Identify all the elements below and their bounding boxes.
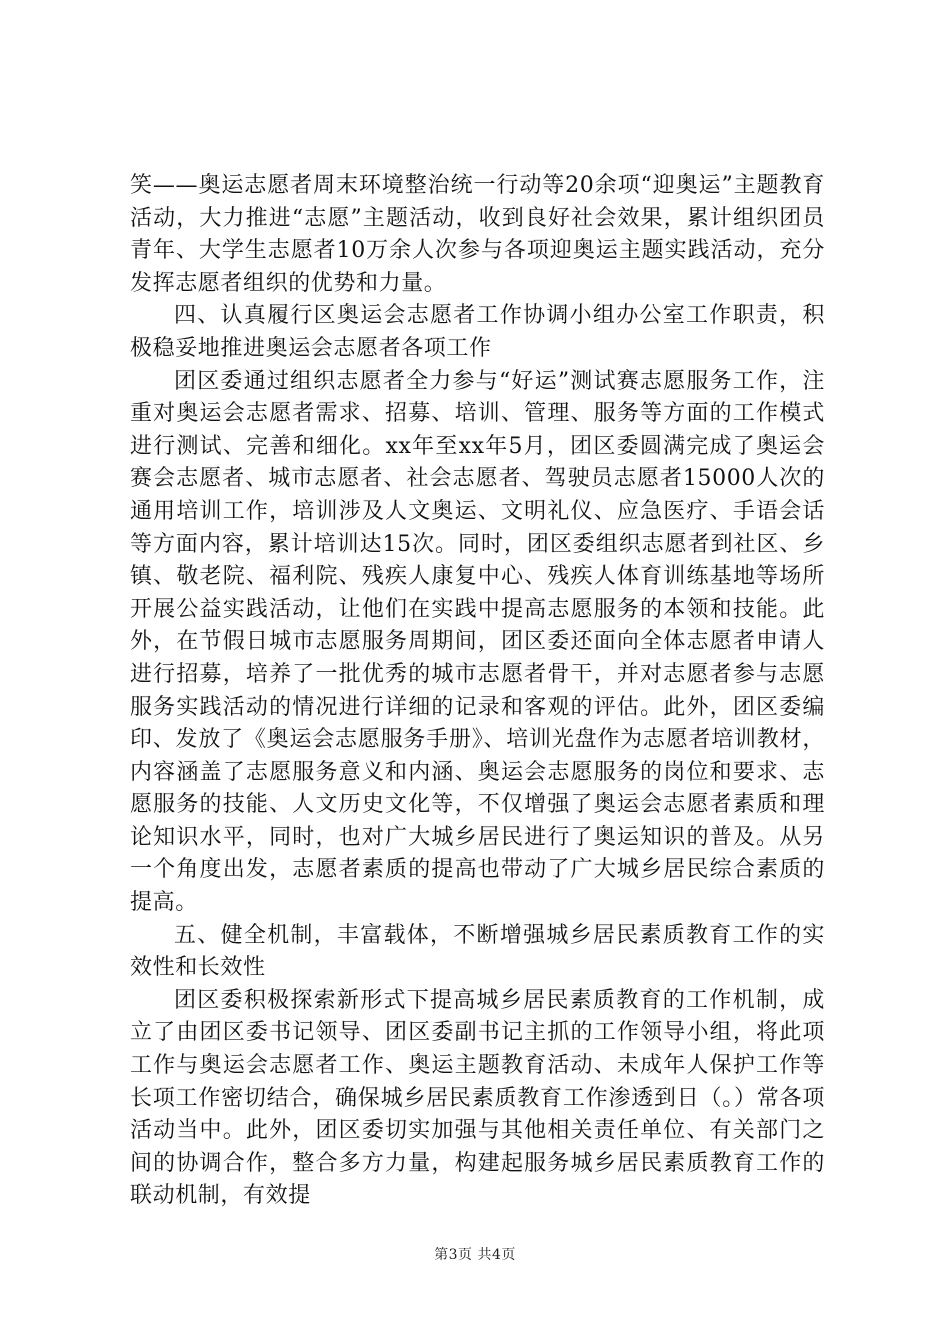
document-body [130, 170, 825, 1213]
section-heading-four: 四、认真履行区奥运会志愿者工作协调小组办公室工作职责，积极稳妥地推进奥运会志愿者各项工作 [130, 303, 825, 361]
section-heading-five: 五、健全机制，丰富载体，不断增强城乡居民素质教育工作的实效性和长效性 [130, 922, 825, 981]
paragraph-volunteer-work: 团区委通过组织志愿者全力参与“好运”测试赛志愿服务工作，注重对奥运会志愿者需求、招募、培训、管理、服务等方面的工作模式进行测试、完善和细化。xx年至xx年5月，团区委圆满完成了奥运会赛会志愿者、城市志愿者、社会志愿者、驾驶员志愿者15000人次的通用培训工作，培训涉及人文奥运、文明礼仪、应急医疗、手语会话等方面内容，累计培训达15次。同时，团区委组织志愿者到社区、乡镇、敬老院、福利院、残疾人康复中心、残疾人体育训练基地等场所开展公益实践活动，让他们在实践中提高志愿服务的本领和技能。此外，在节假日城市志愿服务周期间，团区委还面向全体志愿者申请人进行招募，培养了一批优秀的城市志愿者骨干，并对志愿者参与志愿服务实践活动的情况进行详细的记录和客观的评估。此外，团区委编印、发放了《奥运会志愿服务手册》、培训光盘作为志愿者培训教材，内容涵盖了志愿服务意义和内涵、奥运会志愿服务的岗位和要求、志愿服务的技能、人文历史文化等，不仅增强了奥运会志愿者素质和理论知识水平，同时，也对广大城乡居民进行了奥运知识的普及。从另一个角度出发，志愿者素质的提高也带动了广大城乡居民综合素质的提高。 [130, 368, 825, 916]
paragraph-continuation: 笑——奥运志愿者周末环境整治统一行动等20余项“迎奥运”主题教育活动，大力推进“志愿”主题活动，收到良好社会效果，累计组织团员青年、大学生志愿者10万余人次参与各项迎奥运主题实践活动，充分发挥志愿者组织的优势和力量。 [130, 173, 825, 296]
paragraph-mechanism: 团区委积极探索新形式下提高城乡居民素质教育的工作机制，成立了由团区委书记领导、团区委副书记主抓的工作领导小组，将此项工作与奥运会志愿者工作、奥运主题教育活动、未成年人保护工作等长项工作密切结合，确保城乡居民素质教育工作渗透到日（。）常各项活动当中。此外，团区委切实加强与其他相关责任单位、有关部门之间的协调合作，整合多方力量，构建起服务城乡居民素质教育工作的联动机制，有效提 [130, 987, 825, 1209]
page-footer: 第3页 共4页 [434, 1247, 516, 1263]
